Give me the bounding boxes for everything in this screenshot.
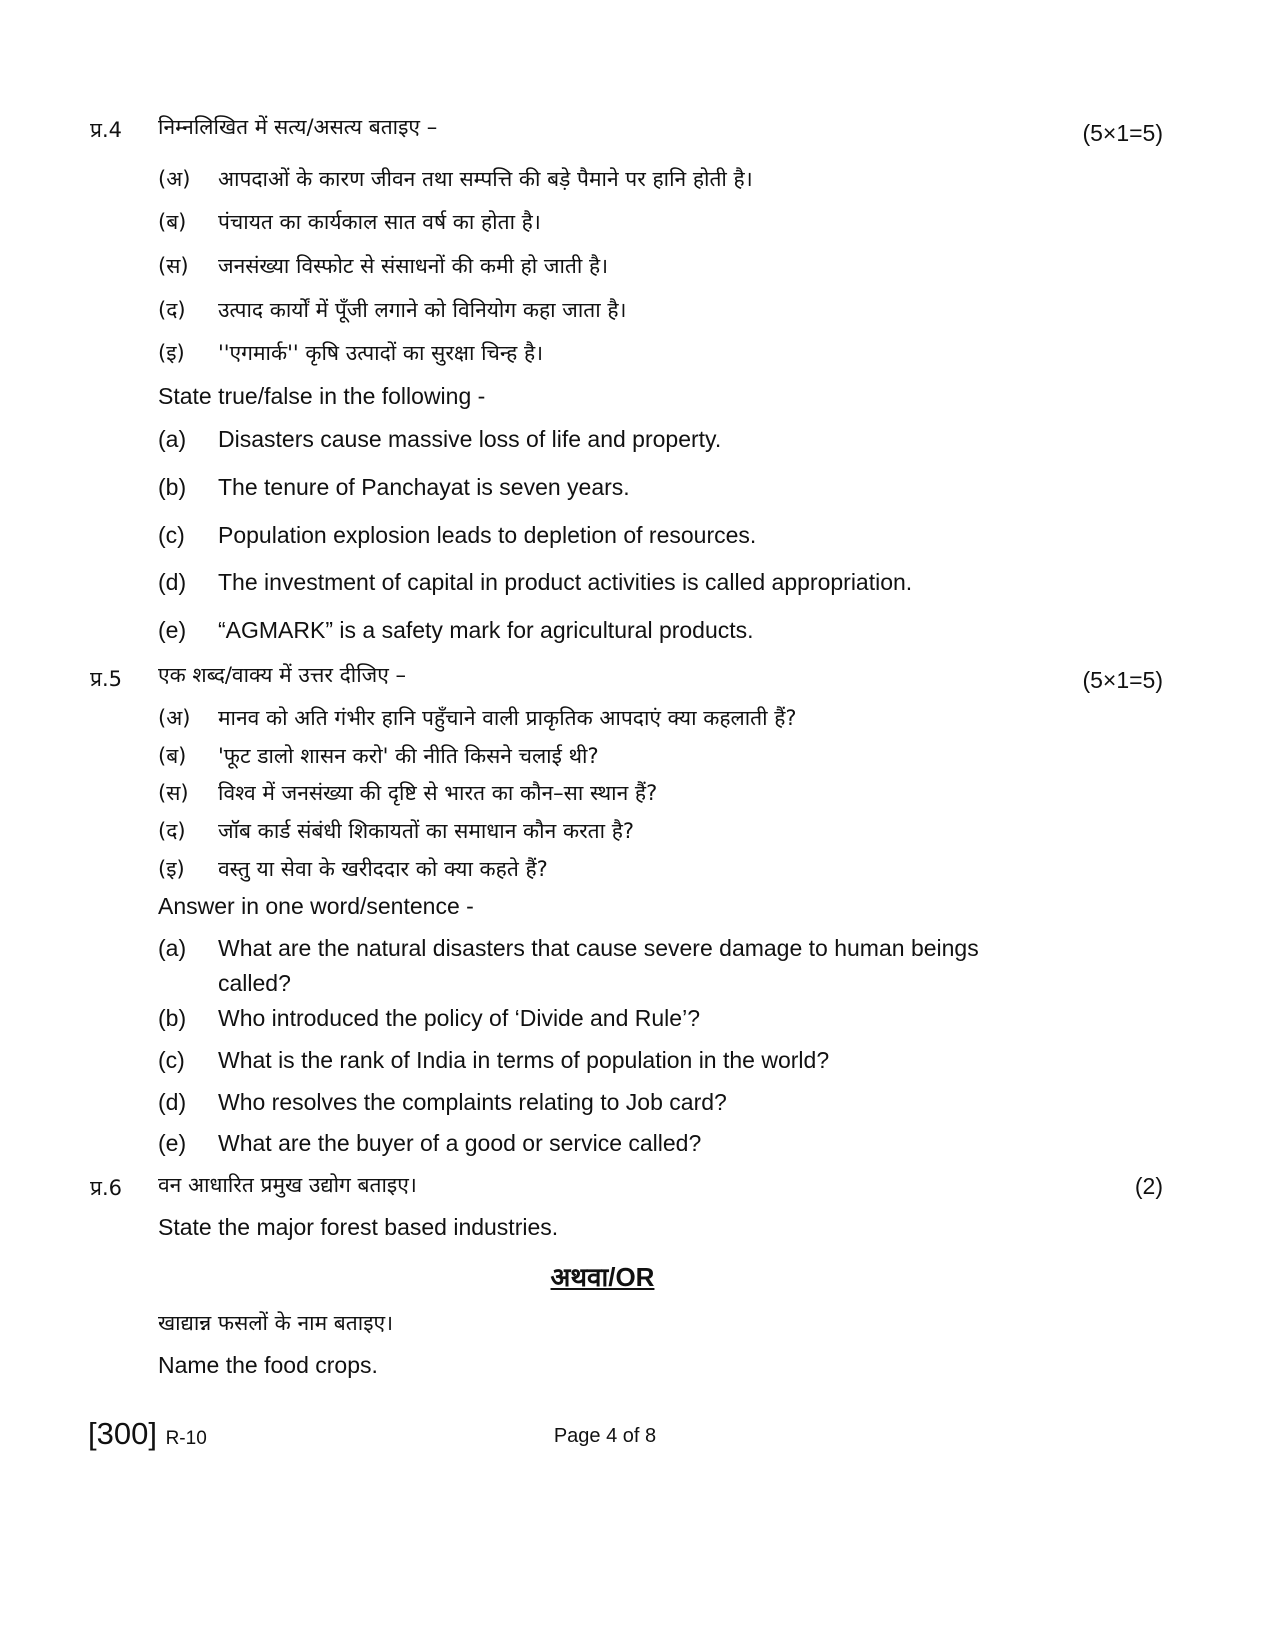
item-label: (द) bbox=[158, 298, 186, 322]
or-separator: अथवा/OR bbox=[550, 1262, 655, 1292]
page-number: Page 4 of 8 bbox=[553, 1425, 657, 1447]
item-text: जनसंख्या विस्फोट से संसाधनों की कमी हो जाती है। bbox=[218, 254, 609, 278]
alternative-question-hindi: खाद्यान्न फसलों के नाम बताइए। bbox=[158, 1311, 394, 1335]
series-code: R-10 bbox=[165, 1428, 207, 1449]
item-text: वस्तु या सेवा के खरीददार को क्या कहते हैं? bbox=[218, 857, 548, 881]
item-label: (c) bbox=[158, 522, 185, 548]
item-text: The tenure of Panchayat is seven years. bbox=[218, 474, 630, 500]
question-marks: (2) bbox=[1134, 1173, 1163, 1199]
item-text: जॉब कार्ड संबंधी शिकायतों का समाधान कौन करता है? bbox=[218, 819, 635, 843]
item-label: (e) bbox=[158, 617, 187, 643]
item-label: (d) bbox=[158, 569, 187, 595]
item-label: (c) bbox=[158, 1047, 185, 1073]
item-text-continued: called? bbox=[218, 970, 291, 996]
item-text: ''एगमार्क'' कृषि उत्पादों का सुरक्षा चिन्ह है। bbox=[218, 341, 544, 365]
item-text: What is the rank of India in terms of population in the world? bbox=[218, 1047, 830, 1073]
item-text: What are the buyer of a good or service called? bbox=[218, 1130, 702, 1156]
item-label: (b) bbox=[158, 474, 187, 500]
item-label: (d) bbox=[158, 1089, 187, 1115]
question-number: प्र.6 bbox=[90, 1176, 122, 1200]
item-text: The investment of capital in product activities is called appropriation. bbox=[218, 569, 913, 595]
item-text: Disasters cause massive loss of life and property. bbox=[218, 426, 722, 452]
question-marks: (5×1=5) bbox=[1082, 667, 1163, 693]
item-label: (स) bbox=[158, 781, 189, 805]
item-label: (स) bbox=[158, 254, 189, 278]
item-label: (द) bbox=[158, 819, 186, 843]
question-text-hindi: वन आधारित प्रमुख उद्योग बताइए। bbox=[158, 1173, 417, 1197]
question-text-english: State the major forest based industries. bbox=[158, 1214, 559, 1240]
item-text: विश्व में जनसंख्या की दृष्टि से भारत का कौन–सा स्थान हैं? bbox=[218, 781, 658, 805]
item-label: (अ) bbox=[158, 706, 191, 730]
alternative-question-english: Name the food crops. bbox=[158, 1352, 378, 1378]
item-text: आपदाओं के कारण जीवन तथा सम्पत्ति की बड़े पैमाने पर हानि होती है। bbox=[218, 167, 753, 191]
item-text: Population explosion leads to depletion of resources. bbox=[218, 522, 757, 548]
item-label: (अ) bbox=[158, 167, 191, 191]
item-text: मानव को अति गंभीर हानि पहुँचाने वाली प्राकृतिक आपदाएं क्या कहलाती हैं? bbox=[218, 706, 797, 730]
question-number: प्र.4 bbox=[90, 118, 122, 142]
question-heading-hindi: निम्नलिखित में सत्य/असत्य बताइए – bbox=[158, 115, 438, 139]
item-text: उत्पाद कार्यों में पूँजी लगाने को विनियोग कहा जाता है। bbox=[218, 298, 627, 322]
item-label: (a) bbox=[158, 935, 187, 961]
question-marks: (5×1=5) bbox=[1082, 120, 1163, 146]
item-label: (a) bbox=[158, 426, 187, 452]
item-text: Who resolves the complaints relating to Job card? bbox=[218, 1089, 727, 1115]
item-label: (ब) bbox=[158, 744, 187, 768]
question-heading-english: State true/false in the following - bbox=[158, 383, 486, 409]
item-text: What are the natural disasters that cause severe damage to human beings bbox=[218, 935, 979, 961]
item-label: (ब) bbox=[158, 210, 187, 234]
item-label: (e) bbox=[158, 1130, 187, 1156]
question-heading-english: Answer in one word/sentence - bbox=[158, 893, 474, 919]
item-text: “AGMARK” is a safety mark for agricultural products. bbox=[218, 617, 754, 643]
question-number: प्र.5 bbox=[90, 667, 122, 691]
item-label: (इ) bbox=[158, 341, 185, 365]
item-label: (b) bbox=[158, 1005, 187, 1031]
item-text: पंचायत का कार्यकाल सात वर्ष का होता है। bbox=[218, 210, 541, 234]
item-text: Who introduced the policy of ‘Divide and Rule’? bbox=[218, 1005, 700, 1031]
item-text: 'फूट डालो शासन करो' की नीति किसने चलाई थी? bbox=[218, 744, 599, 768]
question-heading-hindi: एक शब्द/वाक्य में उत्तर दीजिए – bbox=[158, 663, 407, 687]
subject-code: [300] bbox=[88, 1416, 157, 1451]
item-label: (इ) bbox=[158, 857, 185, 881]
